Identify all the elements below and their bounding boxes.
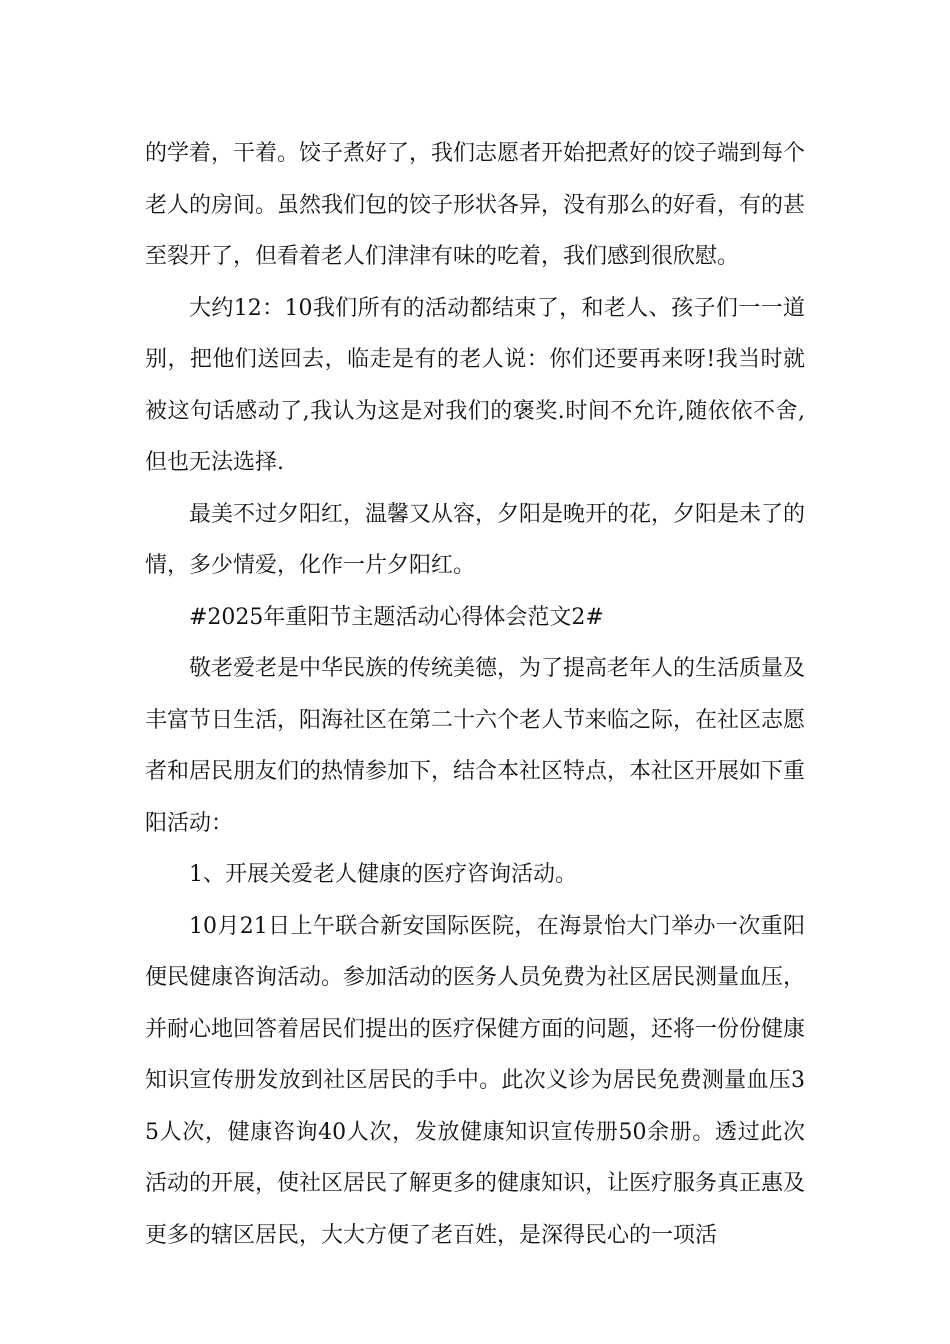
list-item-1: 1、开展关爱老人健康的医疗咨询活动。 (189, 862, 577, 887)
paragraph-4: 敬老爱老是中华民族的传统美德，为了提高老年人的生活质量及丰富节日生活，阳海社区在第二十六个老人节来临之际，在社区志愿者和居民朋友们的热情参加下，结合本社区特点，本社区开展如下重阳活动： (145, 656, 806, 836)
section-heading: #2025年重阳节主题活动心得体会范文2# (189, 604, 604, 630)
paragraph-5: 10月21日上午联合新安国际医院，在海景怡大门举办一次重阳便民健康咨询活动。参加活动的医务人员免费为社区居民测量血压，并耐心地回答着居民们提出的医疗保健方面的问题，还将一份份健康知识宣传册发放到社区居民的手中。此次义诊为居民免费测量血压35人次，健康咨询40人次，发放健康知识宣传册50余册。透过此次活动的开展，使社区居民了解更多的健康知识，让医疗服务真正惠及更多的辖区居民，大大方便了老百姓，是深得民心的一项活 (145, 913, 806, 1248)
paragraph-1: 的学着，干着。饺子煮好了，我们志愿者开始把煮好的饺子端到每个老人的房间。虽然我们包的饺子形状各异，没有那么的好看，有的甚至裂开了，但看着老人们津津有味的吃着，我们感到很欣慰。 (145, 141, 806, 269)
document-body (145, 128, 805, 1261)
paragraph-2: 大约12：10我们所有的活动都结束了，和老人、孩子们一一道别，把他们送回去，临走是有的老人说：你们还要再来呀!我当时就被这句话感动了,我认为这是对我们的褒奖.时间不允许,随依依不舍,但也无法选择. (145, 295, 805, 475)
paragraph-3: 最美不过夕阳红，温馨又从容，夕阳是晚开的花，夕阳是未了的情，多少情爱，化作一片夕阳红。 (145, 501, 806, 578)
